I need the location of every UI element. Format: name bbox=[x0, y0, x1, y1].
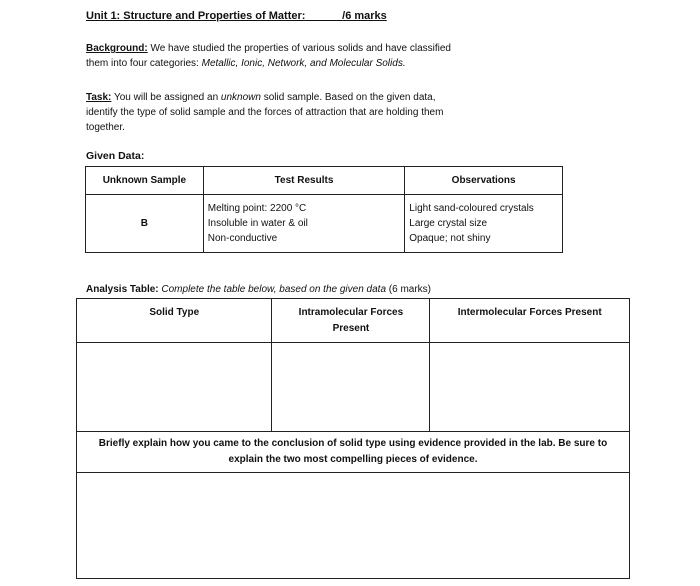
header-intramolecular bbox=[272, 299, 430, 343]
test-results-cell bbox=[203, 195, 405, 253]
conductivity: Non-conductive bbox=[207, 233, 278, 244]
observation-colour: Light sand-coloured crystals bbox=[409, 203, 534, 214]
analysis-label: Analysis Table: bbox=[86, 284, 159, 295]
unit-heading: Unit 1: Structure and Properties of Matter: bbox=[86, 10, 306, 22]
task-label: Task: bbox=[86, 92, 112, 103]
header-unknown-sample: Unknown Sample bbox=[86, 167, 204, 195]
observation-size: Large crystal size bbox=[409, 218, 488, 229]
background-text-1: We have studied the properties of various solids and have classified bbox=[147, 43, 451, 54]
observations-cell bbox=[405, 195, 563, 253]
melting-point: Melting point: 2200 °C bbox=[207, 203, 307, 214]
background-label: Background: bbox=[86, 43, 148, 54]
given-data-label: Given Data: bbox=[86, 150, 145, 162]
task-text-1a: You will be assigned an bbox=[111, 92, 221, 103]
header-intermolecular: Intermolecular Forces Present bbox=[430, 299, 630, 343]
intramolecular-header-text: Intramolecular Forces Present bbox=[298, 307, 404, 334]
header-test-results: Test Results bbox=[203, 167, 405, 195]
background-text-2: them into four categories: bbox=[86, 58, 202, 69]
solubility: Insoluble in water & oil bbox=[207, 218, 308, 229]
analysis-instruction: Complete the table below, based on the given data bbox=[158, 284, 387, 295]
given-data-table bbox=[85, 166, 563, 253]
header-observations: Observations bbox=[405, 167, 563, 195]
task-text-2: identify the type of solid sample and the forces of attraction that are holding them bbox=[86, 107, 444, 118]
header-solid-type: Solid Type bbox=[77, 299, 272, 343]
observation-lustre: Opaque; not shiny bbox=[409, 233, 491, 244]
intermolecular-answer-cell[interactable] bbox=[430, 343, 630, 432]
marks-blank: ______ bbox=[305, 10, 343, 22]
marks-total: /6 marks bbox=[342, 10, 387, 22]
analysis-instructions bbox=[86, 284, 431, 295]
task-text-1b: solid sample. Based on the given data, bbox=[260, 92, 436, 103]
analysis-table bbox=[76, 298, 630, 579]
solid-type-answer-cell[interactable] bbox=[77, 343, 272, 432]
background-paragraph bbox=[86, 41, 526, 71]
explanation-answer-cell[interactable] bbox=[77, 473, 630, 579]
task-unknown: unknown bbox=[220, 92, 261, 103]
explain-prompt: Briefly explain how you came to the conclusion of solid type using evidence provided in the lab. Be sure to explain the two most compelling pieces of evidence. bbox=[77, 432, 630, 473]
solid-categories: Metallic, Ionic, Network, and Molecular Solids. bbox=[201, 58, 406, 69]
table-row bbox=[86, 195, 563, 253]
intramolecular-answer-cell[interactable] bbox=[272, 343, 430, 432]
task-paragraph bbox=[86, 90, 526, 135]
analysis-marks: (6 marks) bbox=[386, 284, 432, 295]
task-text-3: together. bbox=[86, 122, 125, 133]
worksheet-title bbox=[86, 10, 387, 22]
sample-id: B bbox=[86, 195, 204, 253]
